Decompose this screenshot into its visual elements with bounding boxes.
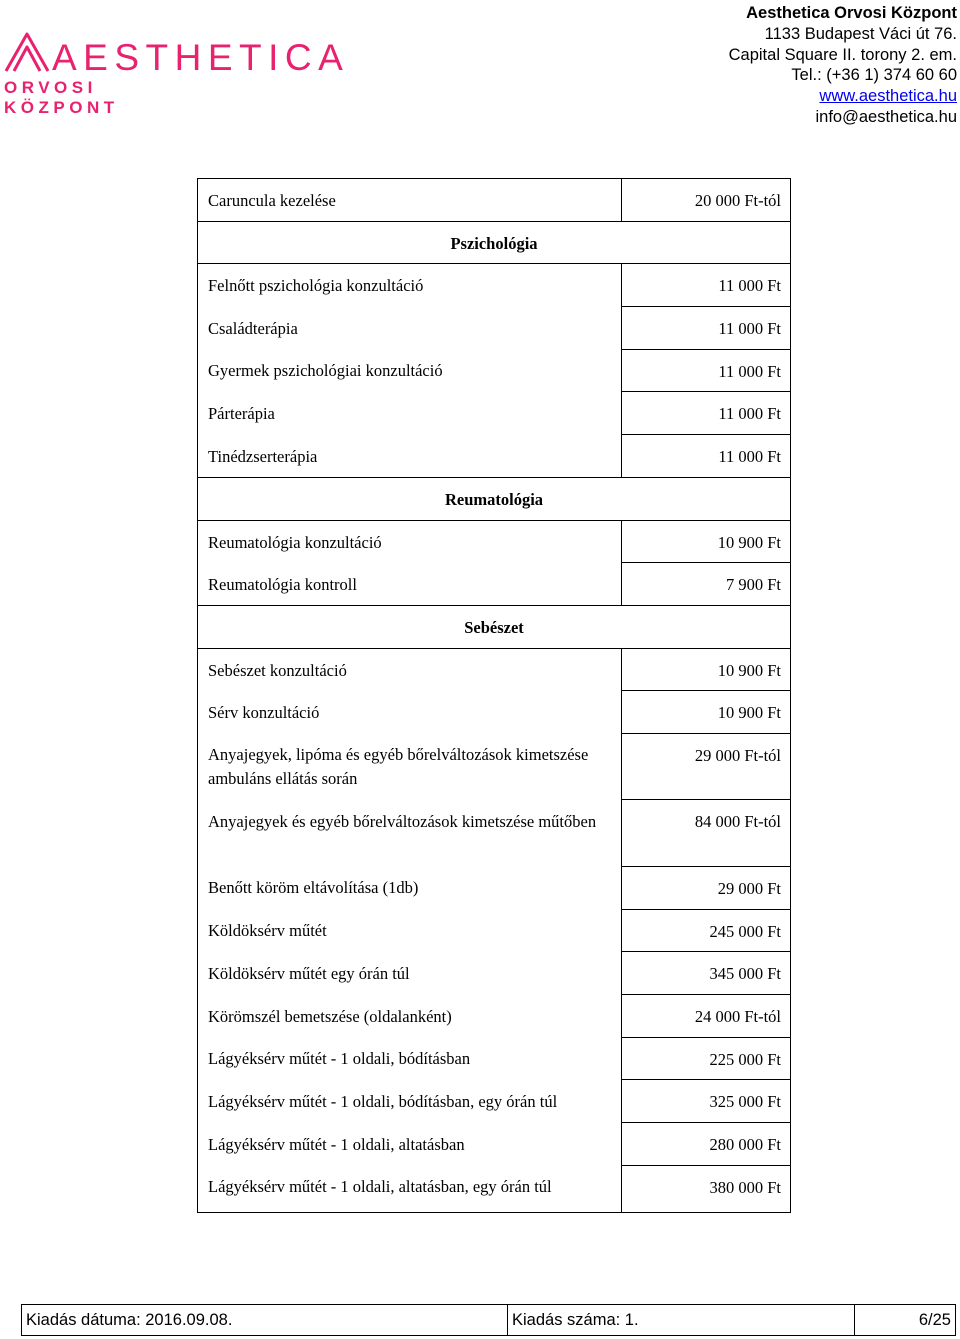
category-heading: Sebészet [198,605,791,648]
company-name: Aesthetica Orvosi Központ [746,4,957,22]
aesthetica-logo [0,0,350,120]
page-footer [21,1304,956,1336]
service-price: 20 000 Ft-tól [622,179,791,222]
price-table [197,178,791,1213]
service-price: 345 000 Ft [622,952,791,995]
category-row [198,605,791,648]
table-row [198,520,791,563]
table-row [198,952,791,995]
service-name: Köldöksérv műtét egy órán túl [198,952,622,995]
table-row [198,1123,791,1166]
service-name: Gyermek pszichológiai konzultáció [198,349,622,392]
service-name: Anyajegyek, lipóma és egyéb bőrelváltozások kimetszése ambuláns ellátás során [198,733,622,800]
service-name: Körömszél bemetszése (oldalanként) [198,995,622,1038]
page-number: 6/25 [918,1310,951,1329]
table-row [198,349,791,392]
table-row [198,800,791,867]
service-price: 11 000 Ft [622,307,791,350]
issue-date: Kiadás dátuma: 2016.09.08. [22,1305,508,1335]
service-name: Családterápia [198,307,622,350]
table-row [198,179,791,222]
logo-line-kozpont: KÖZPONT [4,98,119,117]
address-line-1: 1133 Budapest Váci út 76. [764,24,957,43]
service-price: 380 000 Ft [622,1165,791,1212]
table-row [198,691,791,734]
service-name: Reumatológia konzultáció [198,520,622,563]
service-price: 11 000 Ft [622,435,791,478]
table-row [198,307,791,350]
table-row [198,435,791,478]
logo-line-orvosi: ORVOSI [4,78,97,97]
service-price: 7 900 Ft [622,563,791,606]
service-name: Tinédzserterápia [198,435,622,478]
service-name: Köldöksérv műtét [198,909,622,952]
price-table-body [198,179,791,1213]
table-row [198,264,791,307]
table-row [198,733,791,800]
service-price: 24 000 Ft-tól [622,995,791,1038]
service-name: Benőtt köröm eltávolítása (1db) [198,866,622,909]
service-price: 325 000 Ft [622,1080,791,1123]
service-name: Lágyéksérv műtét - 1 oldali, bódításban [198,1037,622,1080]
table-row [198,995,791,1038]
service-price: 245 000 Ft [622,909,791,952]
service-name: Anyajegyek és egyéb bőrelváltozások kimetszése műtőben [198,800,622,867]
address-line-2: Capital Square II. torony 2. em. [728,45,957,64]
service-price: 10 900 Ft [622,691,791,734]
category-row [198,221,791,264]
service-price: 11 000 Ft [622,392,791,435]
contact-block [729,3,957,128]
service-name: Sérv konzultáció [198,691,622,734]
service-price: 29 000 Ft [622,866,791,909]
table-row [198,1165,791,1212]
table-row [198,909,791,952]
service-name: Felnőtt pszichológia konzultáció [198,264,622,307]
service-name: Lágyéksérv műtét - 1 oldali, altatásban [198,1123,622,1166]
service-name: Párterápia [198,392,622,435]
service-price: 84 000 Ft-tól [622,800,791,867]
category-heading: Pszichológia [198,221,791,264]
phone-number: Tel.: (+36 1) 374 60 60 [791,66,957,85]
table-row [198,866,791,909]
service-price: 11 000 Ft [622,349,791,392]
category-heading: Reumatológia [198,477,791,520]
issue-number: Kiadás száma: 1. [508,1305,855,1335]
website-link[interactable]: www.aesthetica.hu [819,87,957,106]
service-name: Caruncula kezelése [198,179,622,222]
table-row [198,648,791,691]
table-row [198,1080,791,1123]
category-row [198,477,791,520]
table-row [198,392,791,435]
service-price: 225 000 Ft [622,1037,791,1080]
logo-mark [6,34,48,71]
table-row [198,563,791,606]
service-price: 10 900 Ft [622,520,791,563]
table-row [198,1037,791,1080]
service-price: 280 000 Ft [622,1123,791,1166]
service-name: Reumatológia kontroll [198,563,622,606]
email-address[interactable]: info@aesthetica.hu [815,107,957,126]
service-price: 11 000 Ft [622,264,791,307]
logo-wordmark: AESTHETICA [52,37,350,78]
service-price: 29 000 Ft-tól [622,733,791,800]
service-price: 10 900 Ft [622,648,791,691]
service-name: Lágyéksérv műtét - 1 oldali, bódításban, egy órán túl [198,1080,622,1123]
service-name: Sebészet konzultáció [198,648,622,691]
service-name: Lágyéksérv műtét - 1 oldali, altatásban, egy órán túl [198,1165,622,1212]
